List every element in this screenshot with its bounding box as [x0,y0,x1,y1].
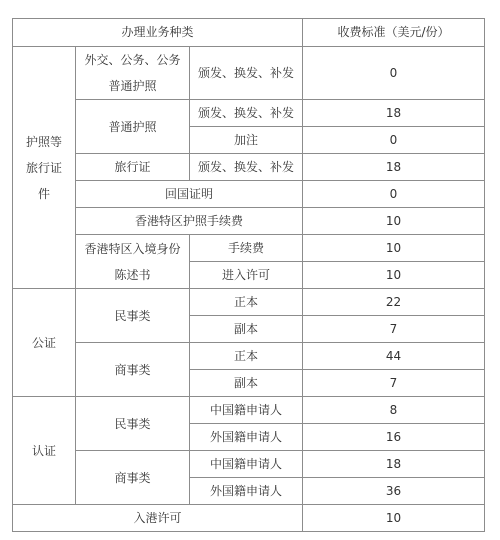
auth-civil-foreign-label: 外国籍申请人 [190,424,303,451]
diplomatic-issue-label: 颁发、换发、补发 [190,47,303,100]
travel-doc-fee: 18 [303,154,485,181]
hk-entry-handling-label: 手续费 [190,235,303,262]
notary-civil-original-fee: 22 [303,289,485,316]
auth-civil-foreign-fee: 16 [303,424,485,451]
travel-doc-issue-label: 颁发、换发、补发 [190,154,303,181]
table-row [13,343,485,370]
auth-commercial-cn-label: 中国籍申请人 [190,451,303,478]
hk-entry-permit-fee: 10 [303,262,485,289]
ordinary-endorse-label: 加注 [190,127,303,154]
travel-doc-label: 旅行证 [76,154,190,181]
hk-passport-label: 香港特区护照手续费 [76,208,303,235]
hk-passport-fee: 10 [303,208,485,235]
fee-table [12,18,485,532]
table-row [13,100,485,127]
table-row [13,235,485,262]
hk-entry-permit-row-label: 入港许可 [13,505,303,532]
notary-commercial-copy-fee: 7 [303,370,485,397]
passport-group-label: 护照等旅行证件 [13,47,76,289]
notary-civil-copy-label: 副本 [190,316,303,343]
hk-entry-permit-label: 进入许可 [190,262,303,289]
table-header-row [13,19,485,47]
diplomatic-passport-label: 外交、公务、公务普通护照 [76,47,190,100]
auth-civil-cn-fee: 8 [303,397,485,424]
auth-commercial-label: 商事类 [76,451,190,505]
notary-commercial-original-fee: 44 [303,343,485,370]
ordinary-passport-label: 普通护照 [76,100,190,154]
table-row [13,181,485,208]
auth-civil-cn-label: 中国籍申请人 [190,397,303,424]
notary-commercial-copy-label: 副本 [190,370,303,397]
table-row [13,208,485,235]
header-category: 办理业务种类 [13,19,303,47]
hk-entry-label: 香港特区入境身份陈述书 [76,235,190,289]
table-row [13,397,485,424]
table-row [13,505,485,532]
table-row [13,154,485,181]
auth-commercial-foreign-fee: 36 [303,478,485,505]
auth-civil-label: 民事类 [76,397,190,451]
auth-commercial-cn-fee: 18 [303,451,485,478]
auth-group-label: 认证 [13,397,76,505]
auth-commercial-foreign-label: 外国籍申请人 [190,478,303,505]
table-row [13,451,485,478]
hk-entry-handling-fee: 10 [303,235,485,262]
return-cert-fee: 0 [303,181,485,208]
ordinary-issue-label: 颁发、换发、补发 [190,100,303,127]
table-row [13,289,485,316]
notary-civil-copy-fee: 7 [303,316,485,343]
notary-commercial-label: 商事类 [76,343,190,397]
ordinary-issue-fee: 18 [303,100,485,127]
notary-civil-label: 民事类 [76,289,190,343]
header-fee: 收费标准（美元/份） [303,19,485,47]
hk-entry-permit-row-fee: 10 [303,505,485,532]
notary-group-label: 公证 [13,289,76,397]
diplomatic-fee: 0 [303,47,485,100]
notary-commercial-original-label: 正本 [190,343,303,370]
return-cert-label: 回国证明 [76,181,303,208]
notary-civil-original-label: 正本 [190,289,303,316]
ordinary-endorse-fee: 0 [303,127,485,154]
